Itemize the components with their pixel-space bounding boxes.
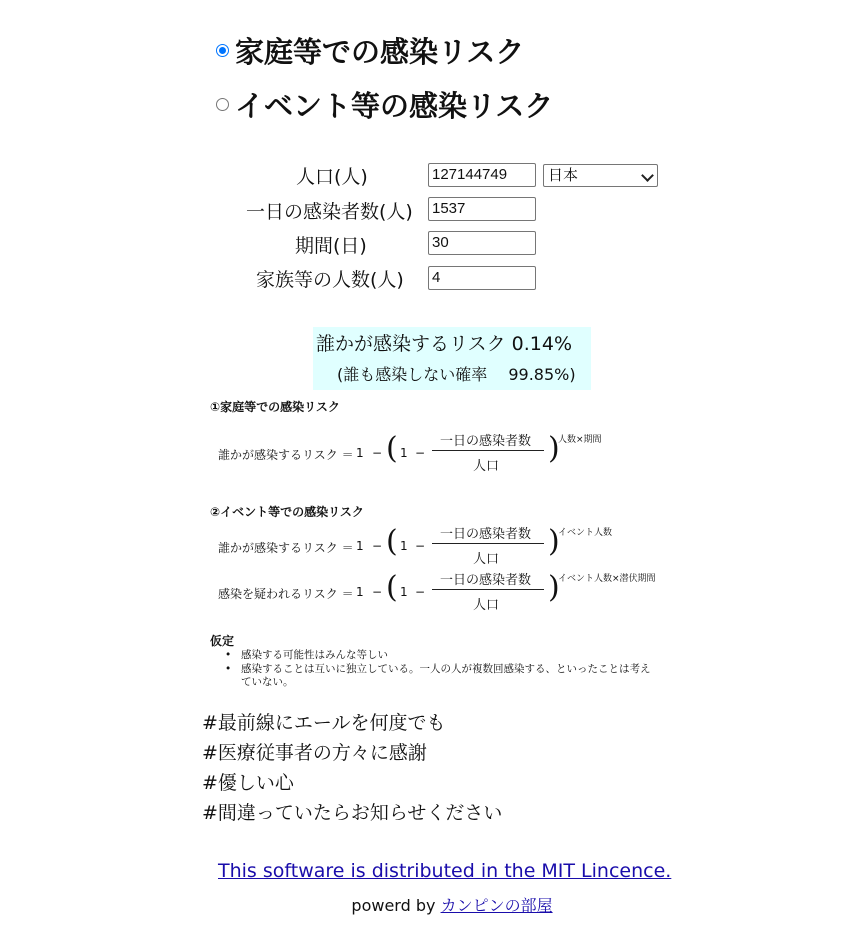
formula-minus: −	[372, 446, 383, 460]
assumptions-list	[225, 649, 655, 690]
formula-minus: −	[372, 585, 383, 599]
family-input[interactable]: 4	[428, 266, 536, 290]
fraction-numerator: 一日の感染者数	[440, 527, 532, 542]
formula-one-inner: 1	[400, 539, 408, 553]
assumption-item: • 感染する可能性はみんな等しい	[225, 649, 655, 663]
paren-close: )	[548, 570, 560, 605]
formula-one-inner: 1	[400, 446, 408, 460]
fraction-numerator: 一日の感染者数	[440, 573, 532, 588]
hashtag: #医療従事者の方々に感謝	[202, 742, 427, 764]
formula-minus-inner: −	[415, 539, 426, 553]
formula-one: 1	[356, 539, 364, 553]
country-selected-value: 日本	[548, 167, 579, 184]
mode-event-option[interactable]	[216, 84, 553, 125]
hashtag: #優しい心	[202, 772, 294, 794]
formula-section-event-title: ②イベント等での感染リスク	[210, 505, 364, 519]
formula-lhs: 誰かが感染するリスク ＝	[218, 448, 354, 462]
powered-by	[0, 893, 868, 916]
paren-close: )	[548, 524, 560, 559]
paren-open: (	[386, 524, 398, 559]
formula-exponent: 人数×期間	[558, 435, 602, 445]
country-select[interactable]	[543, 164, 658, 187]
home-mode-label: 家庭等での感染リスク	[235, 35, 525, 69]
formula-one: 1	[356, 585, 364, 599]
formula-lhs: 感染を疑われるリスク ＝	[218, 587, 354, 601]
result-panel	[313, 327, 591, 390]
powered-prefix: powerd by	[351, 896, 436, 915]
paren-open: (	[386, 431, 398, 466]
paren-open: (	[386, 570, 398, 605]
author-link[interactable]: カンピンの部屋	[440, 896, 553, 915]
chevron-down-icon	[641, 169, 654, 182]
hashtag: #最前線にエールを何度でも	[202, 712, 446, 734]
fraction-denominator: 人口	[473, 459, 500, 474]
event-radio[interactable]	[216, 98, 229, 111]
fraction-numerator: 一日の感染者数	[440, 434, 532, 449]
formula-exponent: イベント人数	[558, 528, 613, 538]
paren-close: )	[548, 431, 560, 466]
period-input[interactable]: 30	[428, 231, 536, 255]
event-mode-label: イベント等の感染リスク	[235, 89, 554, 123]
mode-home-option[interactable]	[216, 30, 524, 71]
fraction-bar	[432, 589, 544, 590]
safe-probability: (誰も感染しない確率 99.85%)	[337, 365, 576, 384]
fraction-bar	[432, 450, 544, 451]
formula-minus-inner: −	[415, 446, 426, 460]
daily-cases-label: 一日の感染者数(人)	[246, 201, 413, 223]
risk-result: 誰かが感染するリスク 0.14%	[316, 333, 573, 355]
license-link[interactable]: This software is distributed in the MIT Lincence.	[218, 860, 672, 882]
period-label: 期間(日)	[295, 235, 367, 257]
formula-exponent: イベント人数×潜伏期間	[558, 574, 656, 584]
hashtag: #間違っていたらお知らせください	[202, 802, 503, 824]
formula-one-inner: 1	[400, 585, 408, 599]
population-input[interactable]: 127144749	[428, 163, 536, 187]
formula-section-home-title: ①家庭等での感染リスク	[210, 400, 340, 414]
fraction-bar	[432, 543, 544, 544]
hashtags	[202, 708, 502, 828]
assumptions-title: 仮定	[210, 634, 235, 648]
daily-cases-input[interactable]: 1537	[428, 197, 536, 221]
formula-minus-inner: −	[415, 585, 426, 599]
formula-one: 1	[356, 446, 364, 460]
formula-minus: −	[372, 539, 383, 553]
fraction-denominator: 人口	[473, 598, 500, 613]
formula-lhs: 誰かが感染するリスク ＝	[218, 541, 354, 555]
fraction-denominator: 人口	[473, 552, 500, 567]
family-label: 家族等の人数(人)	[256, 269, 404, 291]
assumption-item: • 感染することは互いに独立している。一人の人が複数回感染する、といったことは考えていない。	[225, 663, 655, 690]
home-radio[interactable]	[216, 44, 229, 57]
population-label: 人口(人)	[296, 166, 368, 188]
